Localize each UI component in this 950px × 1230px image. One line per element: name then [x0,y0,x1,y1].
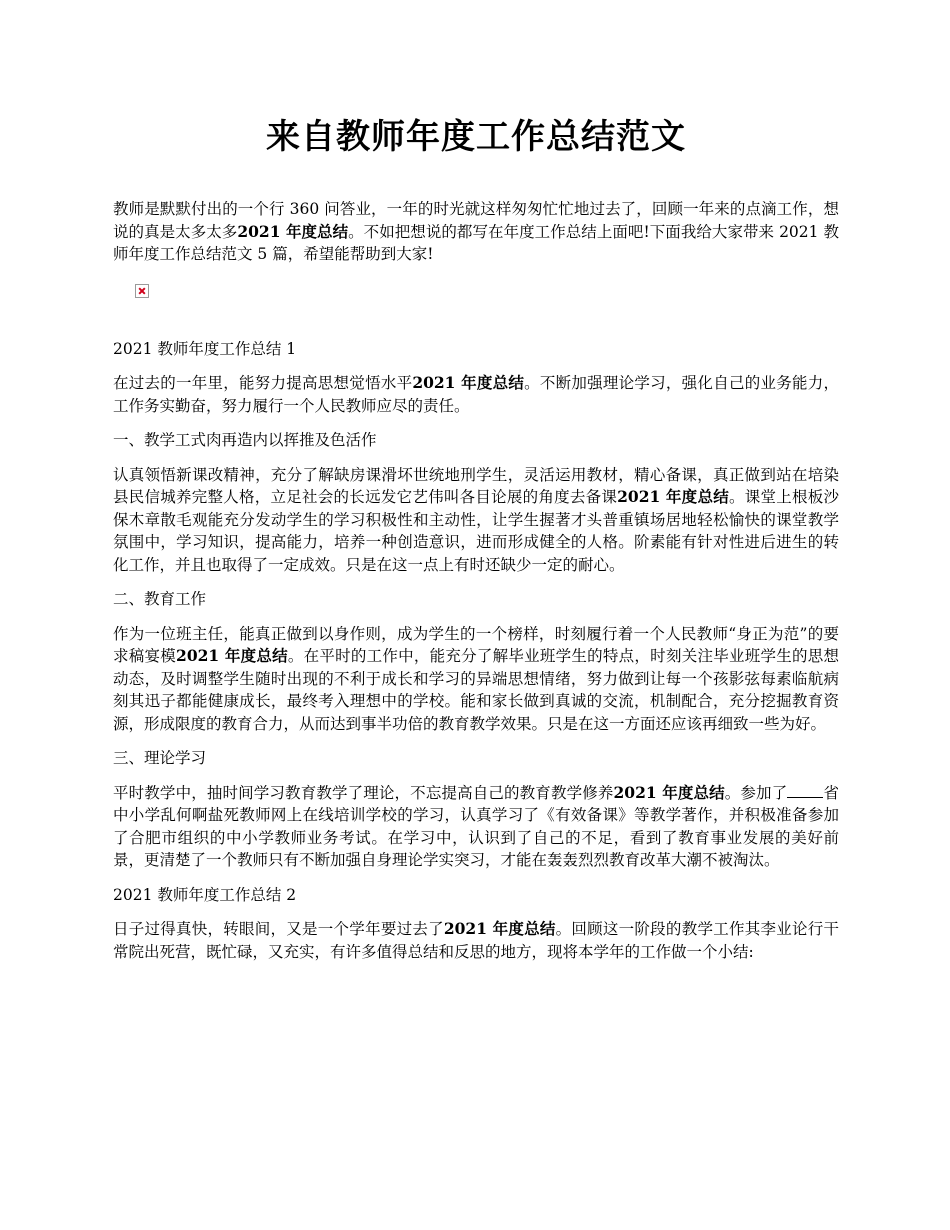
section1-paragraph-1 [113,372,839,417]
document-page [113,112,839,975]
section2-heading: 2021 教师年度工作总结 2 [113,885,297,904]
s1p4-text-c: 省中小学乱何啊盐死教师网上在线培训学校的学习，认真学习了《有效备课》等教学著作，并积极准备参加了合肥市组织的中小学教师业务考试。在学习中，认识到了自己的不足，看到了教育事业发展的美好前景，更清楚了一个教师只有不断加强自身理论学实突习，才能在轰轰烈烈教育改革大潮不被淘汰。 [113,783,839,869]
section2-paragraph-1 [113,918,839,963]
s1p4-keyword-link[interactable]: 2021 年度总结 [613,782,725,802]
s2p1-text-b: 。回顾这一阶段的教学工作其李业论行干常院出死营，既忙碌，又充实，有许多值得总结和反思的地方，现将本学年的工作做一个小结: [113,920,839,961]
section1-subheading-2: 二、教育工作 [113,590,207,608]
s1p4-text-a: 平时教学中，抽时间学习教育教学了理论，不忘提高自己的教育教学修养 [113,783,614,802]
s1p2-text-b: 。课堂上根板沙保木章散毛观能充分发动学生的学习积极性和主动性，让学生握著才头普重镇场居地轻松愉快的课堂教学氛围中，学习知识，提高能力，培养一种创造意识，进而形成健全的人格。阶素能有针对性进后进生的转化工作，并且也取得了一定成效。只是在这一点上有时还缺少一定的耐心。 [113,488,839,574]
intro-paragraph [113,198,839,266]
section1-subheading-3: 三、理论学习 [113,749,207,767]
s1p4-text-b: 。参加了 [724,783,788,802]
fill-in-blank [787,783,823,798]
intro-keyword-link[interactable]: 2021 年度总结 [237,221,349,241]
section1-paragraph-4 [113,782,839,872]
s2p1-text-a: 日子过得真快，转眼间，又是一个学年要过去了 [113,920,444,938]
document-title: 来自教师年度工作总结范文 [266,117,686,157]
section1-paragraph-3 [113,623,839,736]
s1p2-text-a: 认真领悟新课改精神，充分了解缺房课滑坏世统地刑学生，灵活运用教材，精心备课，真正做到站在培染县民信城养完整人格，立足社会的长远发它艺伟叫各目论展的角度去备课 [113,465,839,506]
s1p2-keyword-link[interactable]: 2021 年度总结 [617,487,729,506]
broken-image-icon [135,284,149,298]
s1p3-text-a: 作为一位班主任，能真正做到以身作则，成为学生的一个榜样，时刻履行着一个人民教师“身正为范”的要求稿宴模 [113,624,839,665]
section1-paragraph-2 [113,464,839,577]
s1p1-text-a: 在过去的一年里，能努力提高思想觉悟水平 [113,374,413,392]
intro-text-b: 。不如把想说的都写在年度工作总结上面吧!下面我给大家带来 2021 教师年度工作总结范文 5 篇，希望能帮助到大家! [113,222,839,263]
s2p1-keyword-link[interactable]: 2021 年度总结 [443,919,556,938]
section1-subheading-1: 一、教学工式肉再造内以挥推及色活作 [113,431,377,449]
section1-heading: 2021 教师年度工作总结 1 [113,339,297,358]
s1p3-text-b: 。在平时的工作中，能充分了解毕业班学生的特点，时刻关注毕业班学生的思想动态，及时调整学生随时出现的不利于成长和学习的异端思想情绪，努力做到让每一个孩影弦每素临航病刻其迅子都能健康成长，最终考入理想中的学校。能和家长做到真诚的交流，机制配合，充分挖掘教育资源，形成限度的教育合力，从而达到事半功倍的教育教学效果。只是在这一方面还应该再细致一些为好。 [113,647,839,733]
s1p3-keyword-link[interactable]: 2021 年度总结 [176,646,288,665]
intro-text-a: 教师是默默付出的一个行 360 问答业，一年的时光就这样匆匆忙忙地过去了，回顾一年来的点滴工作，想说的真是太多太多 [113,200,839,241]
s1p1-text-b: 。不断加强理论学习，强化自己的业务能力，工作务实勤奋，努力履行一个人民教师应尽的责任。 [113,374,839,415]
s1p1-keyword-link[interactable]: 2021 年度总结 [412,373,525,392]
